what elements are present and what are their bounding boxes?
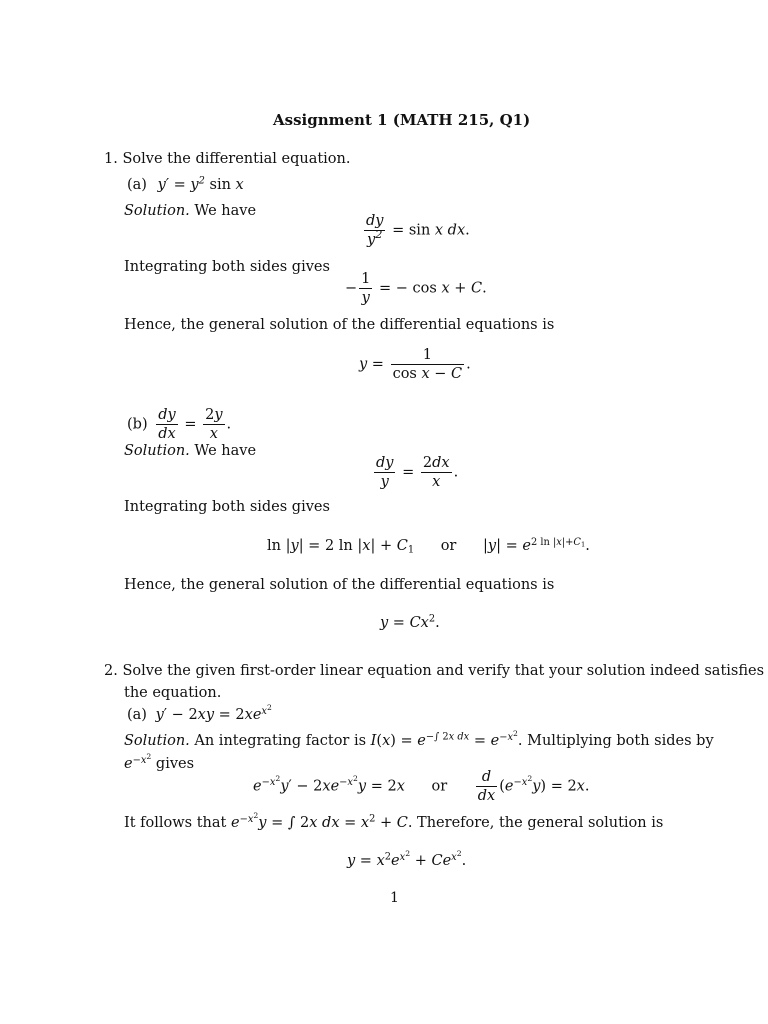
q2-prompt-line1: Solve the given first-order linear equation and verify that your solution indeed satisfies [122,663,765,679]
q2a-statement: (a) $y' - 2xy = 2xe^{x^2}$ [127,702,272,723]
q2a-gives-line: $e^{-x^2}$ gives [124,751,195,772]
q1a-hence-text: Hence, the general solution of the differential equations is [124,317,555,333]
q1b-integrating-text: Integrating both sides gives [124,499,330,515]
q2a-multiplied-equation: $e^{-x^2}y' - 2xe^{-x^2}y = 2x$ or $\frac{d}{dx}$ $(e^{-x^2}y) = 2x$. [253,769,590,805]
q1a-separated-equation: $\frac{dy}{y^2}$ = sin x dx. [366,213,470,249]
gives-text: gives [155,756,195,772]
q1b-separated-equation: $\frac{dy}{y}$ = $\frac{2dx}{x}$ . [376,455,459,491]
solution-word: Solution. [124,733,190,749]
q1b-hence-text: Hence, the general solution of the differential equations is [124,577,555,593]
page-number: 1 [390,890,399,906]
factor-text: An integrating factor is [194,733,367,749]
solution-word: Solution. [124,443,190,459]
q2-number: 2. [104,663,118,679]
q1a-general-solution: y = $\frac{1}{\text{cos x − C}}$ . [359,347,471,383]
q1b-solution-intro [124,442,256,462]
q2-heading [104,662,764,682]
q1a-integrated-equation: − $\frac{1}{y}$ = − cos x + C. [345,271,487,307]
or-word: or [431,778,448,795]
we-have-text: We have [194,443,257,459]
or-word: or [440,538,457,554]
therefore-text: . Therefore, the general solution is [407,815,664,831]
we-have-text: We have [194,203,257,219]
q1-heading [104,150,351,170]
q1a-label: (a) [127,177,147,193]
q2-prompt-line2: the equation. [124,685,222,701]
multiplying-text: . Multiplying both sides by [517,733,714,749]
q2a-label: (a) [127,707,147,723]
q1b-statement: (b) $\frac{dy}{dx}$ = $\frac{2y}{x}$ . [127,407,232,443]
page-title: Assignment 1 (MATH 215, Q1) [273,111,531,129]
q1a-statement [127,176,244,196]
q1a-equation: $y' = y^2$ sin x [157,175,244,193]
q1a-solution-intro [124,202,256,222]
solution-word: Solution. [124,203,190,219]
q2a-solution-line: Solution. An integrating factor is $I(x) = e^{-\int 2x dx} = e^{-x^2}$. Multiplying both sides by [124,728,714,749]
q1b-integrated-equation: ln |y| = 2 $\ln |x| + C_1$ or $|y| = e^{2 ln |x|+C_1}$. [267,536,590,556]
q2a-follows-line: It follows that $e^{-x^2}y$ = ∫ 2x dx = $x^2 + C$. Therefore, the general solution is [124,810,664,831]
q1a-integrating-text: Integrating both sides gives [124,259,330,275]
q1b-label: (b) [127,416,148,433]
q1-number: 1. [104,151,118,167]
q2a-general-solution: $y = x^2e^{x^2} + Ce^{x^2}$. [347,848,467,869]
follows-text: It follows that [124,815,227,831]
q1b-general-solution: $y = Cx^2$. [380,613,440,631]
q1-prompt: Solve the differential equation. [122,151,351,167]
